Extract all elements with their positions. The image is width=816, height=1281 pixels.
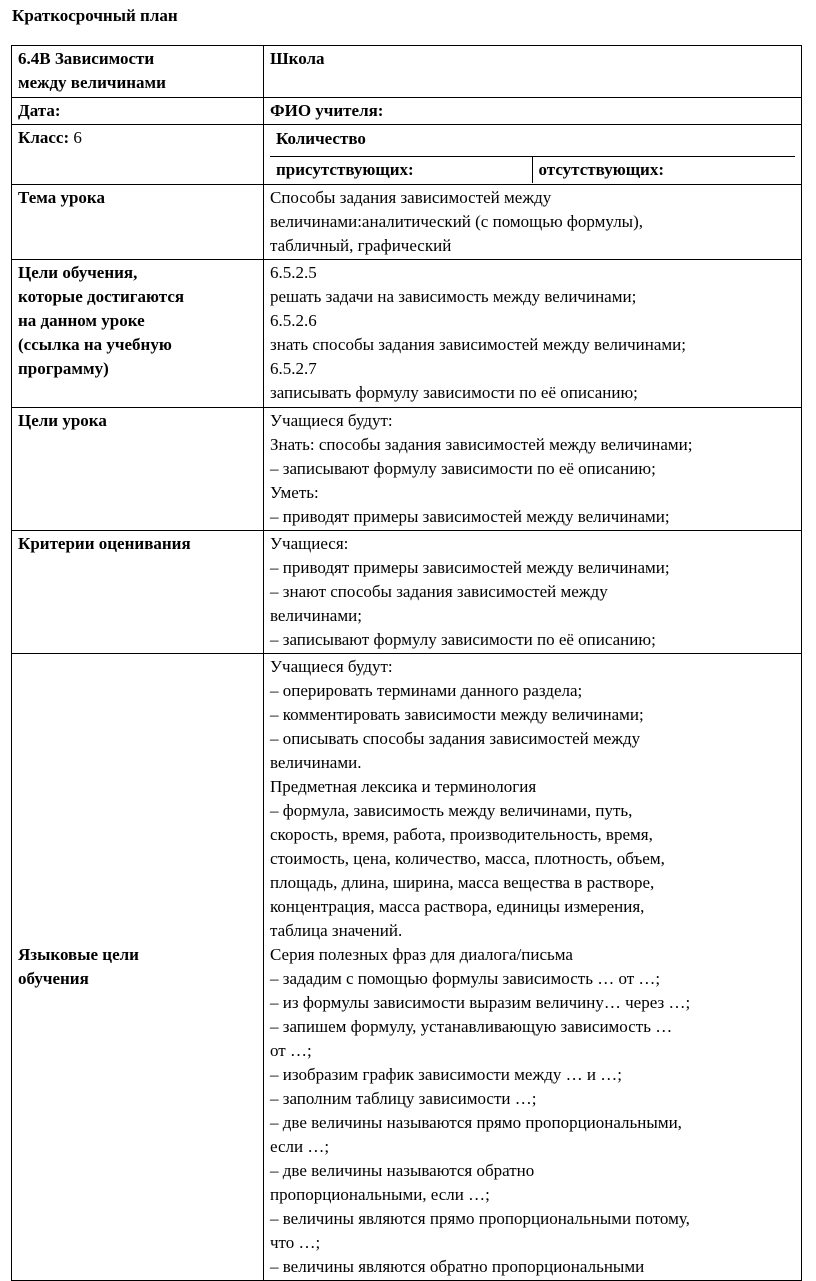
language-goal-line: – оперировать терминами данного раздела; [270, 681, 583, 700]
learning-goals-label-line: Цели обучения, [18, 263, 138, 282]
class-line [18, 126, 257, 150]
criteria-line: величинами; [270, 606, 362, 625]
language-goal-line: – запишем формулу, устанавливающую зависимость … [270, 1017, 673, 1036]
header-row-date [12, 98, 802, 125]
lesson-goal-line: Уметь: [270, 483, 319, 502]
learning-goals-label-cell [12, 260, 264, 408]
language-goals-label-line: обучения [18, 969, 89, 988]
teacher-cell [264, 98, 802, 125]
language-goals-content-cell [264, 654, 802, 1281]
language-goal-line: площадь, длина, ширина, масса вещества в растворе, [270, 873, 655, 892]
teacher-label: ФИО учителя: [270, 101, 384, 120]
learning-goals-row [12, 260, 802, 408]
learning-goal-line: 6.5.2.5 [270, 263, 317, 282]
topic-line: величинами:аналитический (с помощью формулы), [270, 212, 644, 231]
section-line-2: между величинами [18, 73, 166, 92]
header-row-class [12, 125, 802, 185]
language-goal-line: – величины являются обратно пропорциональными [270, 1257, 645, 1276]
present-label: присутствующих: [270, 157, 532, 184]
header-row-section [12, 46, 802, 98]
language-goal-line: Серия полезных фраз для диалога/письма [270, 945, 573, 964]
absent-label: отсутствующих: [532, 157, 795, 184]
language-goal-line: Предметная лексика и терминология [270, 777, 537, 796]
language-goal-line: – величины являются прямо пропорциональными потому, [270, 1209, 690, 1228]
attendance-cell [264, 125, 802, 185]
school-cell [264, 46, 802, 98]
language-goal-line: – две величины называются обратно [270, 1161, 535, 1180]
learning-goals-label-line: которые достигаются [18, 287, 185, 306]
learning-goals-label-line: (ссылка на учебную [18, 335, 172, 354]
language-goal-line: – две величины называются прямо пропорциональными, [270, 1113, 682, 1132]
lesson-goal-line: Учащиеся будут: [270, 411, 393, 430]
attendance-values-row [270, 157, 795, 184]
learning-goals-content-cell [264, 260, 802, 408]
learning-goal-line: 6.5.2.6 [270, 311, 317, 330]
learning-goals-label-line: программу) [18, 359, 109, 378]
criteria-label: Критерии оценивания [18, 534, 191, 553]
count-label: Количество [276, 129, 366, 148]
learning-goal-line: записывать формулу зависимости по её описанию; [270, 383, 638, 402]
learning-goals-label-line: на данном уроке [18, 311, 145, 330]
language-goals-label-cell [12, 654, 264, 1281]
criteria-row [12, 531, 802, 654]
language-goals-row [12, 654, 802, 1281]
language-goal-line: – изобразим график зависимости между … и …; [270, 1065, 622, 1084]
attendance-count-row [270, 126, 795, 157]
lesson-goal-line: Знать: способы задания зависимостей между величинами; [270, 435, 693, 454]
language-goal-line: – из формулы зависимости выразим величину… через …; [270, 993, 691, 1012]
date-label: Дата: [18, 101, 61, 120]
language-goals-label-line: Языковые цели [18, 945, 139, 964]
learning-goal-line: 6.5.2.7 [270, 359, 317, 378]
topic-row [12, 185, 802, 260]
language-goal-line: – зададим с помощью формулы зависимость … от …; [270, 969, 661, 988]
class-label: Класс: [18, 128, 70, 147]
language-goal-line: от …; [270, 1041, 312, 1060]
language-goal-line: концентрация, масса раствора, единицы измерения, [270, 897, 645, 916]
date-cell [12, 98, 264, 125]
class-value: 6 [69, 128, 82, 147]
language-goal-line: – комментировать зависимости между величинами; [270, 705, 644, 724]
section-line-1: 6.4В Зависимости [18, 49, 155, 68]
section-cell [12, 46, 264, 98]
lesson-goals-label: Цели урока [18, 411, 107, 430]
language-goal-line: что …; [270, 1233, 321, 1252]
school-label: Школа [270, 49, 325, 68]
lesson-goal-line: – записывают формулу зависимости по её описанию; [270, 459, 656, 478]
topic-line: Способы задания зависимостей между [270, 188, 552, 207]
language-goal-line: – формула, зависимость между величинами, путь, [270, 801, 633, 820]
criteria-label-cell [12, 531, 264, 654]
topic-label: Тема урока [18, 188, 105, 207]
class-cell [12, 125, 264, 185]
criteria-line: – записывают формулу зависимости по её описанию; [270, 630, 656, 649]
criteria-line: – приводят примеры зависимостей между величинами; [270, 558, 670, 577]
topic-content-cell [264, 185, 802, 260]
lesson-goals-label-cell [12, 408, 264, 531]
language-goal-line: скорость, время, работа, производительность, время, [270, 825, 653, 844]
criteria-line: Учащиеся: [270, 534, 349, 553]
document-title: Краткосрочный план [12, 6, 178, 25]
lesson-goals-row [12, 408, 802, 531]
language-goal-line: – заполним таблицу зависимости …; [270, 1089, 537, 1108]
learning-goal-line: решать задачи на зависимость между величинами; [270, 287, 637, 306]
criteria-content-cell [264, 531, 802, 654]
lesson-plan-table [11, 45, 802, 1281]
language-goal-line: Учащиеся будут: [270, 657, 393, 676]
language-goal-line: стоимость, цена, количество, масса, плотность, объем, [270, 849, 665, 868]
language-goal-line: – описывать способы задания зависимостей между [270, 729, 641, 748]
topic-line: табличный, графический [270, 236, 452, 255]
criteria-line: – знают способы задания зависимостей между [270, 582, 608, 601]
language-goal-line: пропорциональными, если …; [270, 1185, 490, 1204]
lesson-goals-content-cell [264, 408, 802, 531]
language-goal-line: если …; [270, 1137, 330, 1156]
attendance-subtable [270, 126, 795, 183]
topic-label-cell [12, 185, 264, 260]
lesson-goal-line: – приводят примеры зависимостей между величинами; [270, 507, 670, 526]
learning-goal-line: знать способы задания зависимостей между величинами; [270, 335, 686, 354]
language-goal-line: величинами. [270, 753, 362, 772]
language-goal-line: таблица значений. [270, 921, 403, 940]
